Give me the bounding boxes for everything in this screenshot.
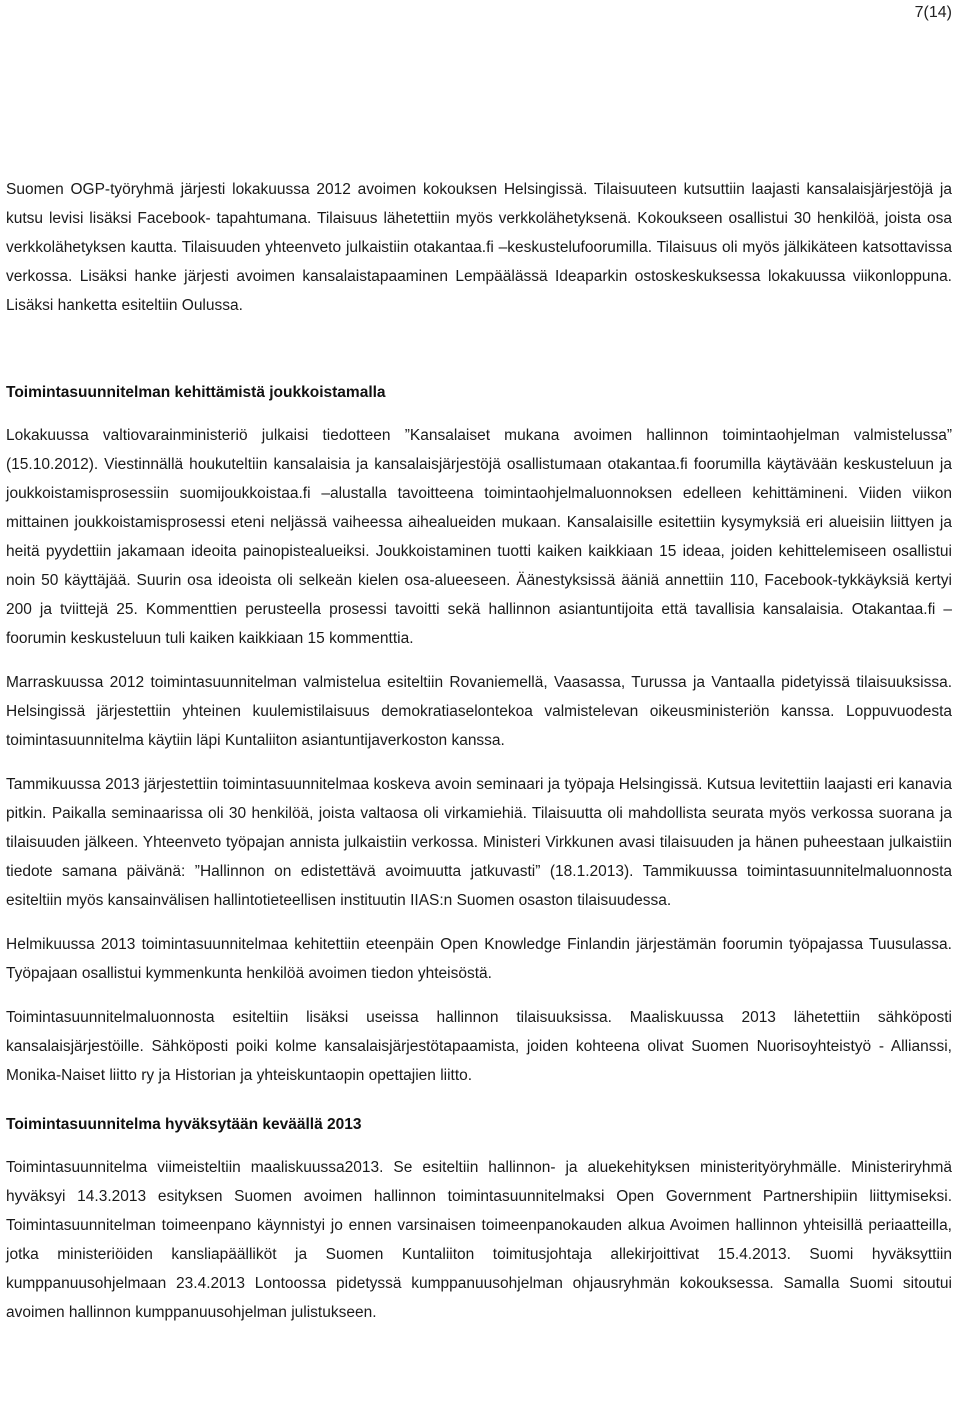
section-heading-planning: Toimintasuunnitelman kehittämistä joukkoistamalla: [6, 384, 386, 401]
document-body: [6, 175, 952, 1327]
paragraph-february-workshop: Helmikuussa 2013 toimintasuunnitelmaa kehitettiin eteenpäin Open Knowledge Finlandin järjestämän foorumin työpajassa Tuusulassa. Työpajaan osallistui kymmenkunta henkilöä avoimen tiedon yhteisöstä.: [6, 936, 952, 982]
paragraph-november-events: Marraskuussa 2012 toimintasuunnitelman valmistelua esiteltiin Rovaniemellä, Vaasassa, Turussa ja Vantaalla pidetyissä tilaisuuksissa. Helsingissä järjestettiin yhteinen kuulemistilaisuus demokratiaselontekoa valmistelevan oikeusministeriön kanssa. Loppuvuodesta toimintasuunnitelma käytiin läpi Kuntaliiton asiantuntijaverkoston kanssa.: [6, 674, 952, 749]
page-number: 7(14): [914, 4, 952, 21]
paragraph-ngo-meetings: Toimintasuunnitelmaluonnosta esiteltiin lisäksi useissa hallinnon tilaisuuksissa. Maaliskuussa 2013 lähetettiin sähköposti kansalaisjärjestöille. Sähköposti poiki kolme kansalaisjärjestötapaamista, joiden kohteena olivat Suomen Nuorisoyhteistyö - Allianssi, Monika-Naiset liitto ry ja Historian ja yhteiskuntaopin opettajien liitto.: [6, 1009, 952, 1084]
paragraph-crowdsourcing: Lokakuussa valtiovarainministeriö julkaisi tiedotteen ”Kansalaiset mukana avoimen hallinnon toimintaohjelman valmistelussa” (15.10.2012). Viestinnällä houkuteltiin kansalaisia ja kansalaisjärjestöjä osallistumaan otakantaa.fi foorumilla käytävään keskusteluun ja joukkoistamisprosessiin suomijoukkoistaa.fi –alustalla tavoitteena toimintaohjelmaluonnoksen edelleen kehittämineni. Viiden viikon mittainen joukkoistamisprosessi eteni neljässä vaiheessa aihealueiden mukaan. Kansalaisille esitettiin kysymyksiä eri alueisiin liittyen ja heitä pyydettiin jakamaan ideoita painopistealueiksi. Joukkoistaminen tuotti kaiken kaikkiaan 15 ideaa, joiden kehittelemiseen osallistui noin 50 käyttäjää. Suurin osa ideoista oli selkeän kielen osa-alueeseen. Äänestyksissä ääniä annettiin 110, Facebook-tykkäyksiä kertyi 200 ja tviittejä 25. Kommenttien perusteella prosessi tavoitti sekä hallinnon asiantuntijoita että tavallisia kansalaisia. Otakantaa.fi –foorumin keskusteluun tuli kaiken kaikkiaan 15 kommenttia.: [6, 427, 952, 647]
section-heading-approval: Toimintasuunnitelma hyväksytään keväällä 2013: [6, 1116, 362, 1133]
paragraph-january-seminar: Tammikuussa 2013 järjestettiin toimintasuunnitelmaa koskeva avoin seminaari ja työpaja Helsingissä. Kutsua levitettiin laajasti eri kanavia pitkin. Paikalla seminaarissa oli 30 henkilöä, joista valtaosa oli virkamiehiä. Tilaisuutta oli mahdollista seurata myös verkossa suorana ja tilaisuuden jälkeen. Yhteenveto työpajan annista julkaistiin verkossa. Ministeri Virkkunen avasi tilaisuuden ja hänen puheestaan julkaistiin tiedote samana päivänä: ”Hallinnon on edistettävä avoimuutta jatkuvasti” (18.1.2013). Tammikuussa toimintasuunnitelmaluonnosta esiteltiin myös kansainvälisen hallintotieteellisen instituutin IIAS:n Suomen osaston tilaisuudessa.: [6, 776, 952, 909]
intro-text-part-2: Tilaisuus oli myös jälkikäteen katsottavissa verkossa. Lisäksi hanke järjesti avoimen kansalaistapaaminen Lempäälässä Ideaparkin ostoskeskuksessa lokakuussa viikonloppuna. Lisäksi hanketta esiteltiin Oulussa.: [6, 239, 952, 314]
intro-text-part-1: Suomen OGP-työryhmä järjesti lokakuussa 2012 avoimen kokouksen Helsingissä. Tilaisuuteen kutsuttiin laajasti kansalaisjärjestöjä ja kutsu levisi lisäksi Facebook- tapahtumana. Tilaisuus lähetettiin myös verkkolähetyksenä. Kokoukseen osallistui 30 henkilöä, joista osa verkkolähetyksen kautta. Tilaisuuden yhteenveto julkaistiin otakantaa.fi –keskustelufoorumilla.: [6, 181, 952, 256]
paragraph-approval: Toimintasuunnitelma viimeisteltiin maaliskuussa2013. Se esiteltiin hallinnon- ja aluekehityksen ministerityöryhmälle. Ministeriryhmä hyväksyi 14.3.2013 esityksen Suomen avoimen hallinnon toimintasuunnitelmaksi Open Government Partnershipiin liittymiseksi. Toimintasuunnitelman toimeenpano käynnistyi jo ennen varsinaisen toimeenpanokauden alkua Avoimen hallinnon yhteisillä periaatteilla, jotka ministeriöiden kansliapäälliköt ja Suomen Kuntaliiton toimitusjohtaja allekirjoittivat 15.4.2013. Suomi hyväksyttiin kumppanuusohjelmaan 23.4.2013 Lontoossa pidetyssä kumppanuusohjelman ohjausryhmän kokouksessa. Samalla Suomi sitoutui avoimen hallinnon kumppanuusohjelman julistukseen.: [6, 1159, 952, 1321]
intro-paragraph: [6, 175, 952, 320]
